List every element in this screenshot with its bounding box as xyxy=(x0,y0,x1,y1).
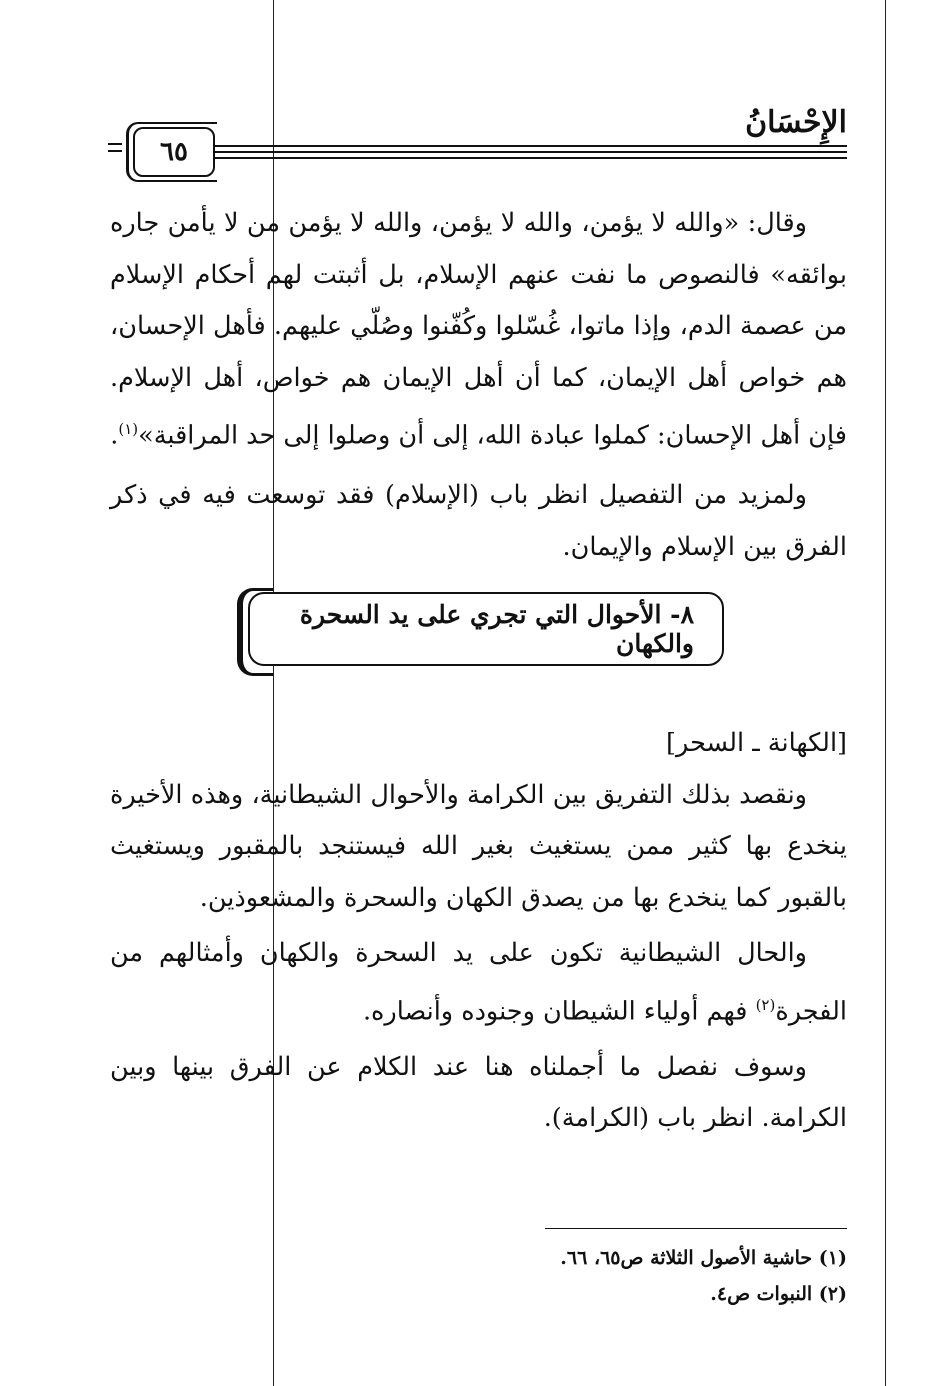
footnote-ref: (١) xyxy=(118,420,139,438)
section-text xyxy=(110,718,847,1145)
paragraph: وسوف نفصل ما أجملناه هنا عند الكلام عن الفرق بينها وبين الكرامة. انظر باب (الكرامة). xyxy=(110,1051,847,1133)
section-heading: ٨- الأحوال التي تجري على يد السحرة والكهان xyxy=(248,592,724,666)
footnotes xyxy=(560,1240,847,1312)
footnote: (١) حاشية الأصول الثلاثة ص٦٥، ٦٦. xyxy=(560,1247,847,1269)
body-text xyxy=(110,198,847,573)
page-number: ٦٥ xyxy=(133,127,215,177)
page-header xyxy=(0,95,939,185)
footnote: (٢) النبوات ص٤. xyxy=(710,1283,847,1305)
paragraph: وقال: «والله لا يؤمن، والله لا يؤمن، والله لا يؤمن من لا يأمن جاره بوائقه» فالنصوص ما نفت عنهم الإسلام، بل أثبتت لهم أحكام الإسلام من عصمة الدم، وإذا ماتوا، غُسّلوا وكُفّنوا وصُلّي عليهم. فأهل الإحسان، هم خواص أهل الإيمان، كما أن أهل الإيمان هم خواص، أهل الإسلام. فإن أهل الإحسان: كملوا عبادة الله، إلى أن وصلوا إلى حد المراقبة»$^{(١)}$. xyxy=(110,208,847,451)
footnote-ref: (٢) xyxy=(755,995,776,1014)
paragraph: ولمزيد من التفصيل انظر باب (الإسلام) فقد توسعت فيه في ذكر الفرق بين الإسلام والإيمان. xyxy=(110,480,847,562)
running-title: الإِحْسَانُ xyxy=(745,105,847,140)
section-subtitle: [الكهانة ـ السحر] xyxy=(666,728,847,758)
header-rule xyxy=(212,145,847,147)
paragraph-text: وقال: «والله لا يؤمن، والله لا يؤمن، والله لا يؤمن من لا يأمن جاره بوائقه» فالنصوص ما نفت عنهم الإسلام، بل أثبتت لهم أحكام الإسلام من عصمة الدم، وإذا ماتوا، غُسّلوا وكُفّنوا وصُلّي عليهم. فأهل الإحسان، هم خواص أهل الإيمان، كما أن أهل الإيمان هم خواص، أهل الإسلام. فإن أهل الإحسان: كملوا عبادة الله، إلى أن وصلوا إلى حد المراقبة» xyxy=(110,208,847,451)
scan-line xyxy=(885,0,886,1386)
footnote-rule xyxy=(545,1228,847,1229)
paragraph: ونقصد بذلك التفريق بين الكرامة والأحوال الشيطانية، وهذه الأخيرة ينخدع بها كثير ممن يستغيث بغير الله فيستنجد بالمقبور ويستغيث بالقبور كما ينخدع بها من يصدق الكهان والسحرة والمشعوذين. xyxy=(110,779,847,913)
header-rule xyxy=(212,151,847,153)
paragraph-text: والحال الشيطانية تكون على يد السحرة والكهان وأمثالهم من الفجرة xyxy=(110,938,847,1026)
rule-end-mark xyxy=(108,143,122,157)
paragraph-text: فهم أولياء الشيطان وجنوده وأنصاره. xyxy=(362,996,756,1026)
header-rule xyxy=(212,157,847,159)
paragraph xyxy=(110,928,847,1038)
